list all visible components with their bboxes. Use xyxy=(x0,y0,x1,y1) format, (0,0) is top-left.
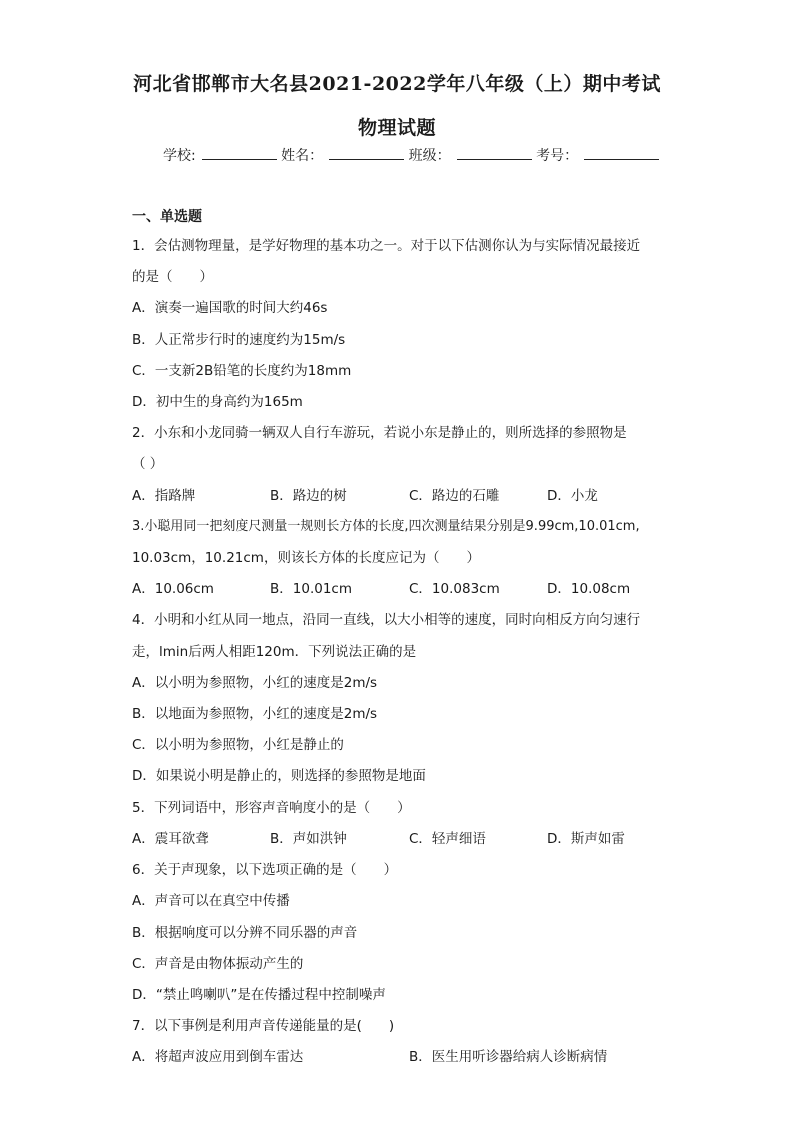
q2-option-c: C．路边的石雕 xyxy=(409,488,500,504)
q1-option-d: D．初中生的身高约为165m xyxy=(132,394,303,410)
q6-option-a: A．声音可以在真空中传播 xyxy=(132,893,290,909)
q5-option-a: A．震耳欲聋 xyxy=(132,831,209,847)
q1-stem-line2: 的是（ ） xyxy=(132,269,213,285)
q2-stem-line2: （ ） xyxy=(132,456,164,472)
school-blank[interactable] xyxy=(202,147,277,160)
q7-stem: 7．以下事例是利用声音传递能量的是( ) xyxy=(132,1018,395,1034)
q6-stem: 6．关于声现象，以下选项正确的是（ ） xyxy=(132,862,398,878)
school-label: 学校: xyxy=(163,148,196,164)
q5-option-c: C．轻声细语 xyxy=(409,831,486,847)
q7-option-b: B．医生用听诊器给病人诊断病情 xyxy=(409,1049,608,1065)
q3-option-c: C．10.083cm xyxy=(409,581,500,597)
q1-option-a: A．演奏一遍国歌的时间大约46s xyxy=(132,300,328,316)
q4-stem-line1: 4．小明和小红从同一地点，沿同一直线，以大小相等的速度，同时向相反方向匀速行 xyxy=(132,612,641,628)
q1-stem-line1: 1．会估测物理量，是学好物理的基本功之一。对于以下估测你认为与实际情况最接近 xyxy=(132,238,641,254)
name-label: 姓名： xyxy=(281,148,324,164)
q6-option-d: D．“禁止鸣喇叭”是在传播过程中控制噪声 xyxy=(132,987,386,1003)
q1-option-c: C．一支新2B铅笔的长度约为18mm xyxy=(132,363,352,379)
q5-option-d: D．斯声如雷 xyxy=(547,831,625,847)
q3-option-d: D．10.08cm xyxy=(547,581,631,597)
q6-option-b: B．根据响度可以分辨不同乐器的声音 xyxy=(132,925,358,941)
q1-option-b: B．人正常步行时的速度约为15m/s xyxy=(132,332,346,348)
exam-subject: 物理试题 xyxy=(357,117,436,139)
q4-option-a: A．以小明为参照物，小红的速度是2m/s xyxy=(132,675,378,691)
section-heading: 一、单选题 xyxy=(132,209,202,225)
number-blank[interactable] xyxy=(584,147,659,160)
q3-option-b: B．10.01cm xyxy=(270,581,352,597)
class-blank[interactable] xyxy=(457,147,532,160)
q5-stem: 5．下列词语中，形容声音响度小的是（ ） xyxy=(132,800,411,816)
q2-option-b: B．路边的树 xyxy=(270,488,347,504)
q4-option-c: C．以小明为参照物，小红是静止的 xyxy=(132,737,344,753)
q4-option-d: D．如果说小明是静止的，则选择的参照物是地面 xyxy=(132,768,426,784)
student-info-row xyxy=(163,145,659,165)
q2-stem-line1: 2．小东和小龙同骑一辆双人自行车游玩，若说小东是静止的，则所选择的参照物是 xyxy=(132,425,627,441)
number-label: 考号： xyxy=(536,148,579,164)
q6-option-c: C．声音是由物体振动产生的 xyxy=(132,956,304,972)
name-blank[interactable] xyxy=(329,147,404,160)
class-label: 班级： xyxy=(408,148,451,164)
q4-stem-line2: 走，lmin后两人相距120m．下列说法正确的是 xyxy=(132,644,417,660)
q4-option-b: B．以地面为参照物，小红的速度是2m/s xyxy=(132,706,378,722)
q3-option-a: A．10.06cm xyxy=(132,581,214,597)
q2-option-d: D．小龙 xyxy=(547,488,598,504)
q7-option-a: A．将超声波应用到倒车雷达 xyxy=(132,1049,304,1065)
q2-option-a: A．指路牌 xyxy=(132,488,196,504)
q3-stem-line2: 10.03cm，10.21cm，则该长方体的长度应记为（ ） xyxy=(132,550,480,566)
q5-option-b: B．声如洪钟 xyxy=(270,831,347,847)
exam-title: 河北省邯郸市大名县2021-2022学年八年级（上）期中考试 xyxy=(133,73,661,95)
q3-stem-line1: 3.小聪用同一把刻度尺测量一规则长方体的长度,四次测量结果分别是9.99cm,10.01cm, xyxy=(132,519,640,534)
